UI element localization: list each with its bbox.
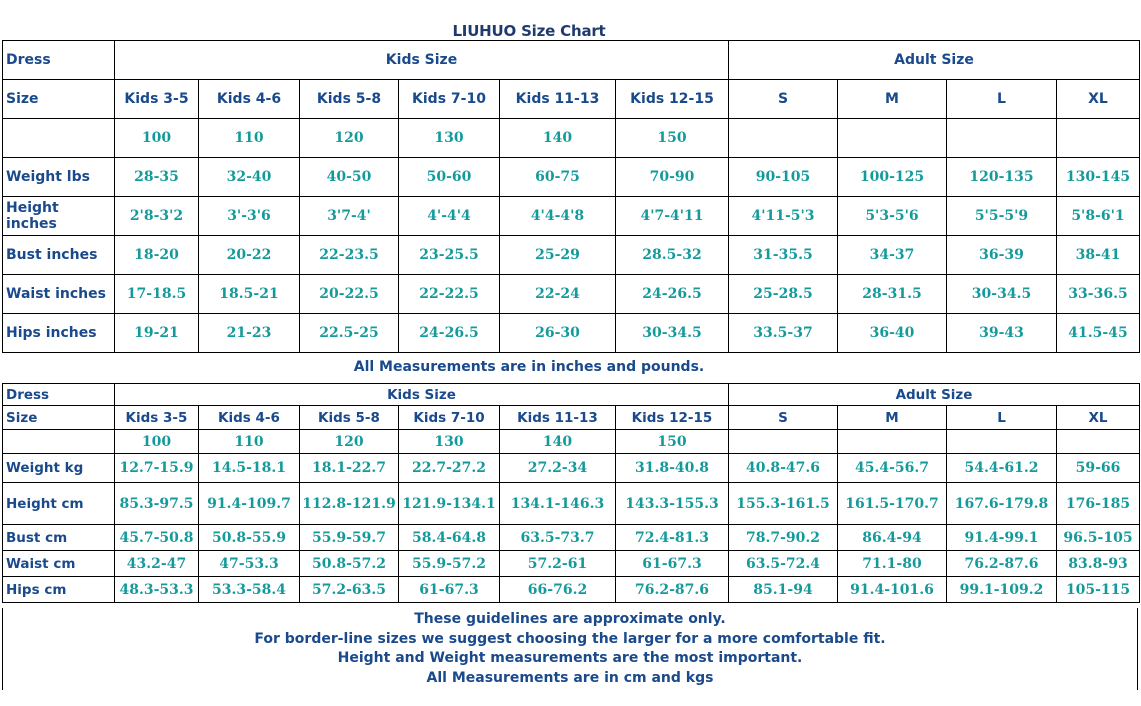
measurement-value: 27.2-34 (500, 454, 616, 483)
measurement-value: 61-67.3 (616, 551, 729, 577)
measurement-value: 130-145 (1057, 158, 1140, 197)
measurement-value: 18-20 (115, 236, 199, 275)
measurement-value: 22-22.5 (399, 275, 500, 314)
measurement-value: 167.6-179.8 (947, 483, 1057, 525)
footer-note: For border-line sizes we suggest choosing the larger for a more comfortable fit. (254, 630, 886, 647)
measurement-value: 85.3-97.5 (115, 483, 199, 525)
height-code-row (3, 430, 1140, 454)
measurement-value: 25-29 (500, 236, 616, 275)
footer-note: All Measurements are in cm and kgs (426, 669, 714, 686)
measurement-value: 99.1-109.2 (947, 577, 1057, 603)
measurement-value: 20-22.5 (300, 275, 399, 314)
measurement-value: 48.3-53.3 (115, 577, 199, 603)
measurement-value: 76.2-87.6 (616, 577, 729, 603)
empty-cell (947, 430, 1057, 454)
measurement-value: 40.8-47.6 (729, 454, 838, 483)
size-header: S (729, 406, 838, 430)
height-code: 130 (399, 430, 500, 454)
measurement-value: 112.8-121.9 (300, 483, 399, 525)
measurement-value: 39-43 (947, 314, 1057, 353)
measurement-value: 28-35 (115, 158, 199, 197)
size-row (3, 80, 1140, 119)
empty-cell (947, 119, 1057, 158)
measurement-label: Bust cm (3, 525, 115, 551)
measurement-row (3, 197, 1140, 236)
chart-title: LIUHUO Size Chart (452, 22, 606, 40)
measurement-value: 21-23 (199, 314, 300, 353)
measurement-value: 50.8-55.9 (199, 525, 300, 551)
measurement-row (3, 577, 1140, 603)
size-header: Kids 7-10 (399, 80, 500, 119)
size-label: Size (3, 406, 115, 430)
kids-size-header: Kids Size (115, 384, 729, 406)
size-header: Kids 12-15 (616, 406, 729, 430)
size-header: Kids 5-8 (300, 406, 399, 430)
measurement-value: 61-67.3 (399, 577, 500, 603)
measurement-value: 45.7-50.8 (115, 525, 199, 551)
measurement-value: 33-36.5 (1057, 275, 1140, 314)
size-row (3, 406, 1140, 430)
size-header: Kids 11-13 (500, 80, 616, 119)
group-header-row (3, 384, 1140, 406)
measurement-value: 71.1-80 (838, 551, 947, 577)
kids-size-header: Kids Size (115, 41, 729, 80)
measurement-value: 5'5-5'9 (947, 197, 1057, 236)
measurement-value: 31-35.5 (729, 236, 838, 275)
footer-note: Height and Weight measurements are the most important. (337, 650, 803, 666)
measurement-value: 91.4-109.7 (199, 483, 300, 525)
measurement-value: 57.2-63.5 (300, 577, 399, 603)
size-header: S (729, 80, 838, 119)
measurement-value: 4'4-4'8 (500, 197, 616, 236)
measurement-value: 22-24 (500, 275, 616, 314)
measurement-value: 31.8-40.8 (616, 454, 729, 483)
measurement-value: 28-31.5 (838, 275, 947, 314)
measurement-value: 22.5-25 (300, 314, 399, 353)
empty-cell (1057, 119, 1140, 158)
measurement-value: 60-75 (500, 158, 616, 197)
measurement-label: Hips cm (3, 577, 115, 603)
empty-cell (838, 430, 947, 454)
size-header: Kids 12-15 (616, 80, 729, 119)
measurement-value: 4'7-4'11 (616, 197, 729, 236)
measurement-value: 36-40 (838, 314, 947, 353)
footer-note: These guidelines are approximate only. (414, 611, 726, 627)
measurement-value: 86.4-94 (838, 525, 947, 551)
measurement-value: 155.3-161.5 (729, 483, 838, 525)
measurement-value: 5'8-6'1 (1057, 197, 1140, 236)
height-code: 150 (616, 119, 729, 158)
measurement-value: 41.5-45 (1057, 314, 1140, 353)
measurement-value: 72.4-81.3 (616, 525, 729, 551)
size-header: Kids 4-6 (199, 80, 300, 119)
group-header-row (3, 41, 1140, 80)
dress-label: Dress (3, 41, 115, 80)
measurement-value: 12.7-15.9 (115, 454, 199, 483)
metric-size-table (2, 383, 1140, 603)
measurement-value: 63.5-73.7 (500, 525, 616, 551)
measurement-value: 2'8-3'2 (115, 197, 199, 236)
height-code: 140 (500, 119, 616, 158)
measurement-value: 33.5-37 (729, 314, 838, 353)
measurement-value: 43.2-47 (115, 551, 199, 577)
empty-cell (838, 119, 947, 158)
measurement-value: 34-37 (838, 236, 947, 275)
measurement-row (3, 454, 1140, 483)
measurement-label: Waist cm (3, 551, 115, 577)
imperial-units-note: All Measurements are in inches and pounds. (353, 359, 705, 375)
measurement-value: 4'-4'4 (399, 197, 500, 236)
size-header: Kids 5-8 (300, 80, 399, 119)
measurement-value: 96.5-105 (1057, 525, 1140, 551)
height-code: 110 (199, 119, 300, 158)
size-header: Kids 11-13 (500, 406, 616, 430)
measurement-label: Bust inches (3, 236, 115, 275)
size-header: L (947, 80, 1057, 119)
measurement-value: 78.7-90.2 (729, 525, 838, 551)
measurement-value: 40-50 (300, 158, 399, 197)
empty-cell (3, 119, 115, 158)
measurement-value: 176-185 (1057, 483, 1140, 525)
height-code: 140 (500, 430, 616, 454)
measurement-value: 100-125 (838, 158, 947, 197)
size-label: Size (3, 80, 115, 119)
measurement-value: 55.9-57.2 (399, 551, 500, 577)
measurement-value: 53.3-58.4 (199, 577, 300, 603)
imperial-size-table (2, 40, 1140, 353)
size-header: M (838, 406, 947, 430)
measurement-value: 47-53.3 (199, 551, 300, 577)
empty-cell (729, 430, 838, 454)
measurement-row (3, 525, 1140, 551)
measurement-value: 3'7-4' (300, 197, 399, 236)
empty-cell (729, 119, 838, 158)
measurement-row (3, 236, 1140, 275)
empty-cell (3, 430, 115, 454)
measurement-value: 91.4-99.1 (947, 525, 1057, 551)
adult-size-header: Adult Size (729, 384, 1140, 406)
measurement-value: 19-21 (115, 314, 199, 353)
measurement-value: 4'11-5'3 (729, 197, 838, 236)
measurement-value: 58.4-64.8 (399, 525, 500, 551)
size-header: XL (1057, 80, 1140, 119)
measurement-value: 26-30 (500, 314, 616, 353)
measurement-value: 5'3-5'6 (838, 197, 947, 236)
height-code: 120 (300, 119, 399, 158)
measurement-value: 85.1-94 (729, 577, 838, 603)
measurement-value: 120-135 (947, 158, 1057, 197)
measurement-value: 23-25.5 (399, 236, 500, 275)
measurement-value: 91.4-101.6 (838, 577, 947, 603)
height-code: 100 (115, 119, 199, 158)
measurement-value: 161.5-170.7 (838, 483, 947, 525)
measurement-row (3, 483, 1140, 525)
measurement-value: 143.3-155.3 (616, 483, 729, 525)
measurement-label: Hips inches (3, 314, 115, 353)
measurement-value: 38-41 (1057, 236, 1140, 275)
size-header: Kids 3-5 (115, 80, 199, 119)
size-header: Kids 3-5 (115, 406, 199, 430)
size-header: Kids 7-10 (399, 406, 500, 430)
measurement-value: 50.8-57.2 (300, 551, 399, 577)
measurement-value: 20-22 (199, 236, 300, 275)
adult-size-header: Adult Size (729, 41, 1140, 80)
height-code: 110 (199, 430, 300, 454)
height-code: 130 (399, 119, 500, 158)
measurement-value: 3'-3'6 (199, 197, 300, 236)
measurement-value: 105-115 (1057, 577, 1140, 603)
measurement-value: 22.7-27.2 (399, 454, 500, 483)
measurement-value: 14.5-18.1 (199, 454, 300, 483)
measurement-value: 36-39 (947, 236, 1057, 275)
measurement-value: 63.5-72.4 (729, 551, 838, 577)
measurement-value: 90-105 (729, 158, 838, 197)
size-header: Kids 4-6 (199, 406, 300, 430)
measurement-label: Weight lbs (3, 158, 115, 197)
measurement-value: 134.1-146.3 (500, 483, 616, 525)
measurement-value: 28.5-32 (616, 236, 729, 275)
measurement-value: 70-90 (616, 158, 729, 197)
measurement-value: 24-26.5 (399, 314, 500, 353)
measurement-label: Weight kg (3, 454, 115, 483)
footer-notes (2, 608, 1138, 690)
measurement-row (3, 551, 1140, 577)
measurement-value: 30-34.5 (616, 314, 729, 353)
measurement-value: 45.4-56.7 (838, 454, 947, 483)
measurement-value: 17-18.5 (115, 275, 199, 314)
measurement-row (3, 275, 1140, 314)
measurement-value: 22-23.5 (300, 236, 399, 275)
measurement-value: 83.8-93 (1057, 551, 1140, 577)
imperial-table-body (3, 41, 1140, 353)
measurement-value: 50-60 (399, 158, 500, 197)
measurement-value: 32-40 (199, 158, 300, 197)
height-code: 100 (115, 430, 199, 454)
measurement-label: Waist inches (3, 275, 115, 314)
size-header: XL (1057, 406, 1140, 430)
size-header: L (947, 406, 1057, 430)
measurement-label: Height cm (3, 483, 115, 525)
measurement-row (3, 314, 1140, 353)
dress-label: Dress (3, 384, 115, 406)
height-code: 150 (616, 430, 729, 454)
measurement-value: 59-66 (1057, 454, 1140, 483)
measurement-value: 30-34.5 (947, 275, 1057, 314)
measurement-label: Height inches (3, 197, 115, 236)
measurement-value: 24-26.5 (616, 275, 729, 314)
measurement-value: 18.1-22.7 (300, 454, 399, 483)
metric-table-body (3, 384, 1140, 603)
measurement-value: 55.9-59.7 (300, 525, 399, 551)
measurement-row (3, 158, 1140, 197)
measurement-value: 18.5-21 (199, 275, 300, 314)
size-header: M (838, 80, 947, 119)
measurement-value: 121.9-134.1 (399, 483, 500, 525)
measurement-value: 25-28.5 (729, 275, 838, 314)
measurement-value: 54.4-61.2 (947, 454, 1057, 483)
measurement-value: 57.2-61 (500, 551, 616, 577)
measurement-value: 66-76.2 (500, 577, 616, 603)
height-code: 120 (300, 430, 399, 454)
empty-cell (1057, 430, 1140, 454)
measurement-value: 76.2-87.6 (947, 551, 1057, 577)
height-code-row (3, 119, 1140, 158)
